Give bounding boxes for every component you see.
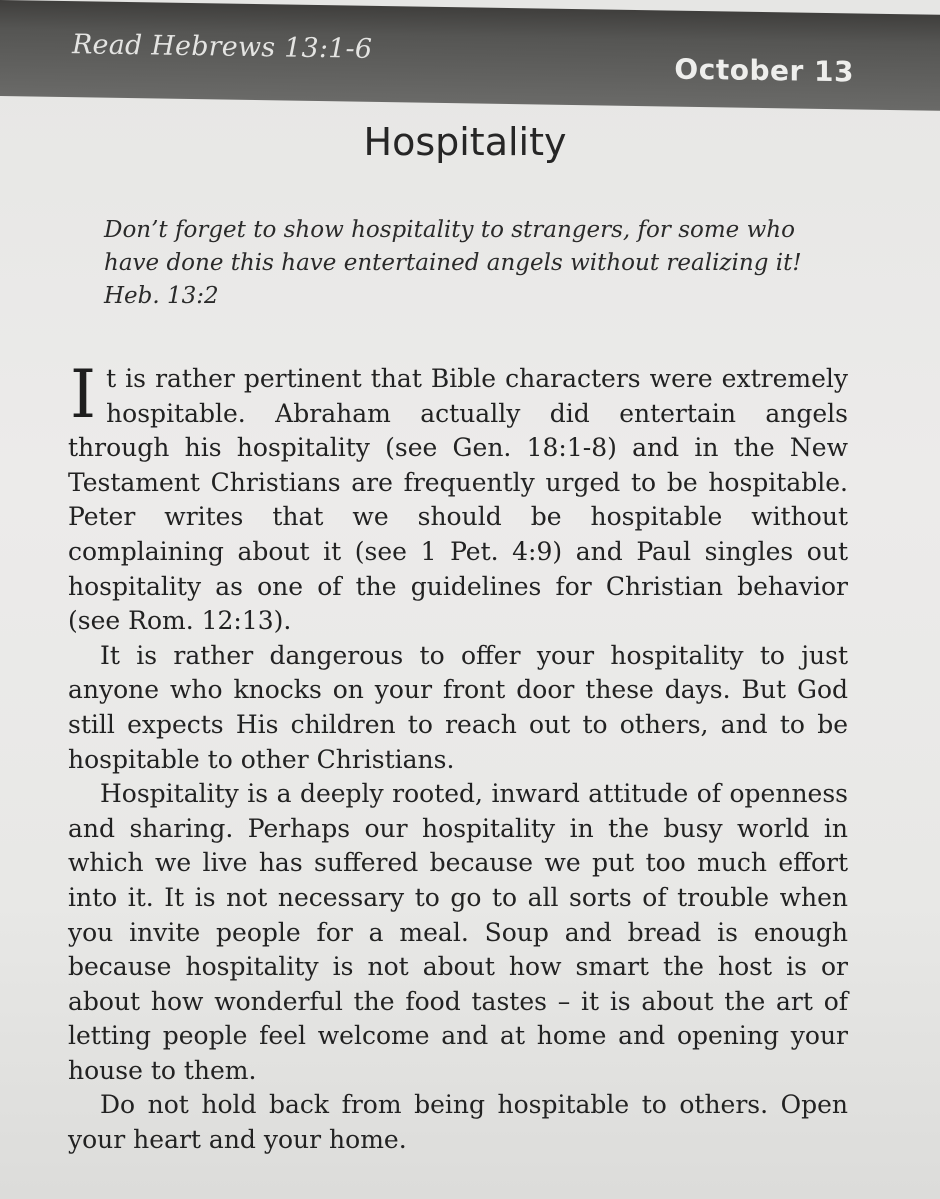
devotional-body [68,356,848,1158]
paragraph-2: It is rather dangerous to offer your hospitality to just anyone who knocks on your front door these days. But God still expects His children to reach out to others, and to be hospitable to other Christians. [68,640,848,774]
verse-reference: Heb. 13:2 [104,283,219,309]
paragraph-4: Do not hold back from being hospitable to others. Open your heart and your home. [68,1090,848,1155]
drop-cap: I [70,356,97,433]
scripture-verse [104,214,826,313]
header-band [0,0,940,111]
verse-text: Don’t forget to show hospitality to strangers, for some who have done this have entertained angels without realizing it! [104,217,802,276]
paragraph-1-text: t is rather pertinent that Bible characters were extremely hospitable. Abraham actually did entertain angels through his hospitality (see Gen. 18:1-8) and in the New Testament Christians are frequently urged to be hospitable. Peter writes that we should be hospitable without complaining about it (see 1 Pet. 4:9) and Paul singles out hospitality as one of the guidelines for Christian behavior (see Rom. 12:13). [68,364,848,636]
page-date: October 13 [674,52,854,89]
paragraph-1 [68,356,848,639]
page-title: Hospitality [363,120,567,164]
paragraph-3: Hospitality is a deeply rooted, inward attitude of openness and sharing. Perhaps our hospitality in the busy world in which we live has suffered because we put too much effort into it. It is not necessary to go to all sorts of trouble when you invite people for a meal. Soup and bread is enough because hospitality is not about how smart the host is or about how wonderful the food tastes – it is about the art of letting people feel welcome and at home and opening your house to them. [68,779,848,1085]
reading-reference: Read Hebrews 13:1-6 [72,29,373,65]
